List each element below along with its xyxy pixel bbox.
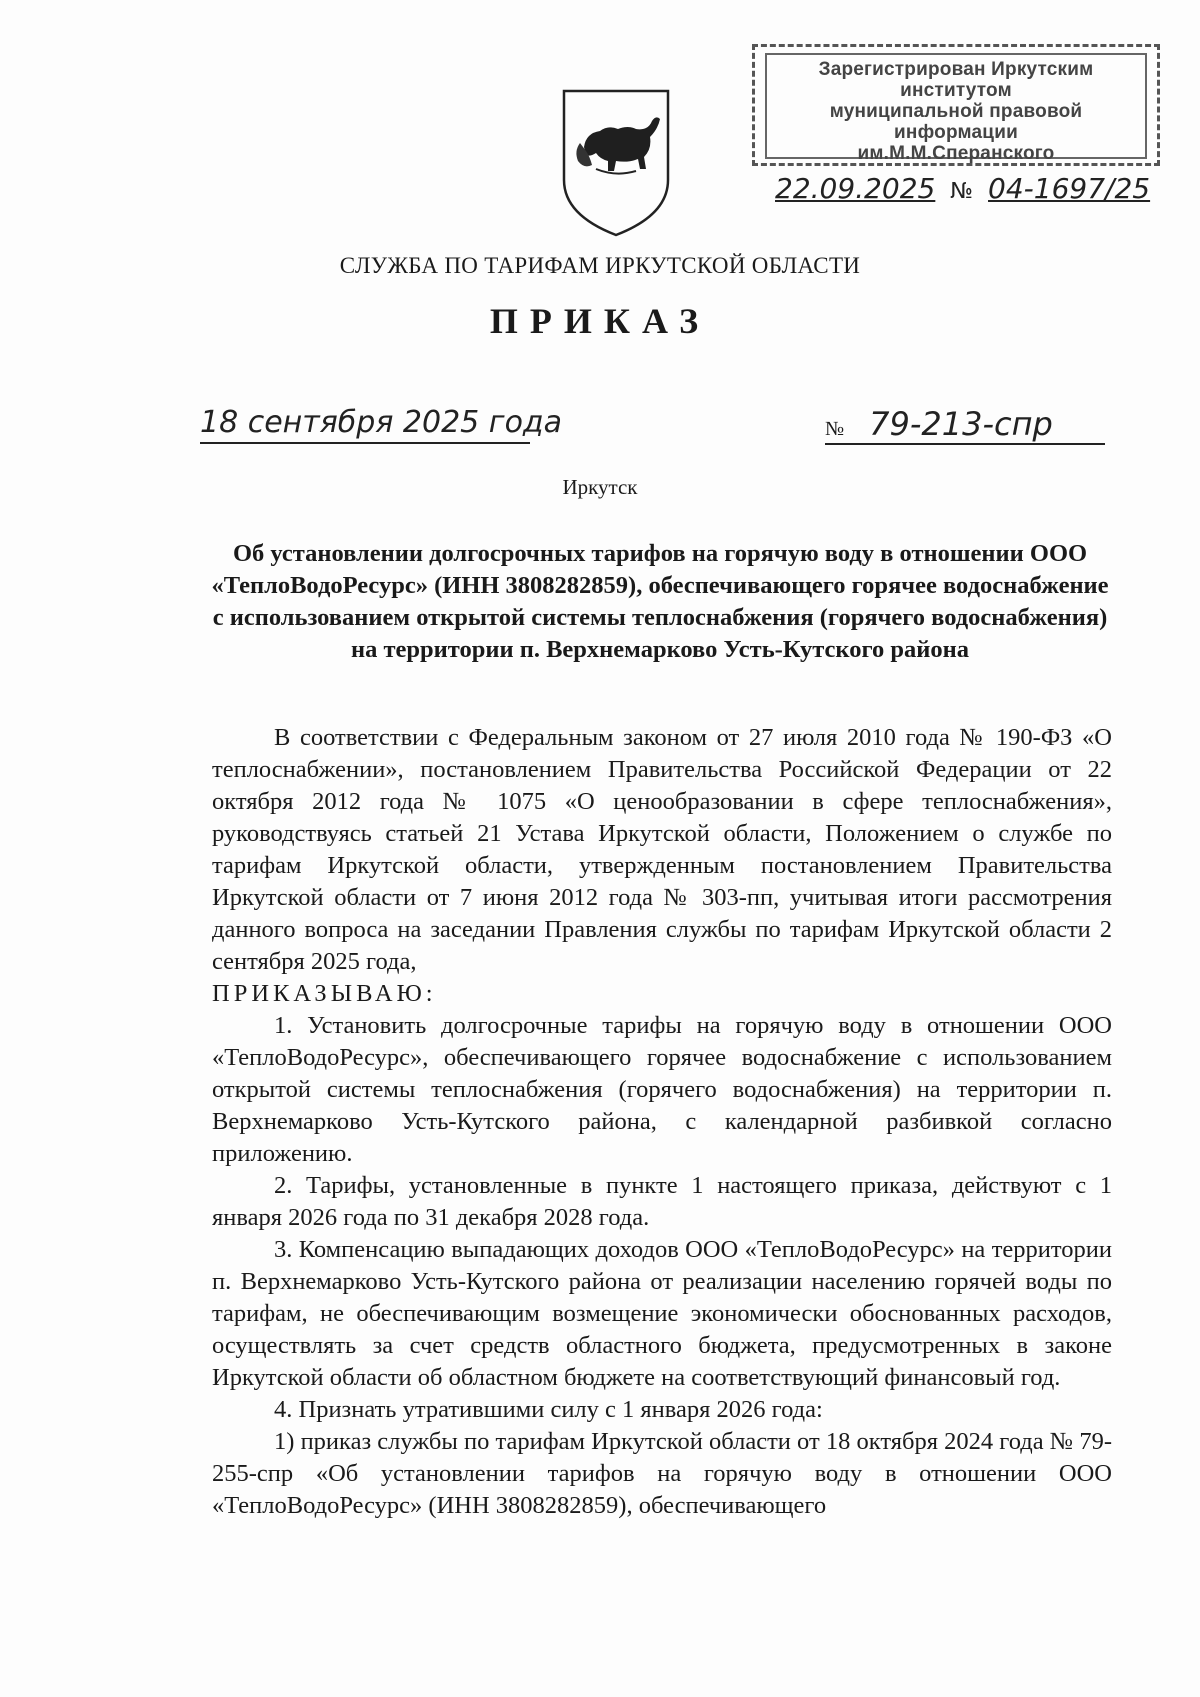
item-4-1: 1) приказ службы по тарифам Иркутской области от 18 октября 2024 года № 79-255-спр «Об установлении тарифов на горячую воду в отношении ООО «ТеплоВодоРесурс» (ИНН 3808282859), обеспечивающего <box>212 1428 1112 1519</box>
registration-stamp <box>752 44 1160 205</box>
stamp-line-2: муниципальной правовой информации <box>829 101 1083 143</box>
agency-name: СЛУЖБА ПО ТАРИФАМ ИРКУТСКОЙ ОБЛАСТИ <box>339 253 861 278</box>
item-1: 1. Установить долгосрочные тарифы на горячую воду в отношении ООО «ТеплоВодоРесурс», обеспечивающего горячее водоснабжение с использованием открытой системы теплоснабжения (горячего водоснабжения) на территории п. Верхнемарково Усть-Кутского района, с календарной разбивкой согласно приложению. <box>212 1012 1112 1167</box>
item-4: 4. Признать утратившими силу с 1 января 2026 года: <box>274 1396 823 1423</box>
stamp-reg-number: 04-1697/25 <box>988 172 1151 205</box>
stamp-line-1: Зарегистрирован Иркутским институтом <box>818 59 1094 101</box>
item-2: 2. Тарифы, установленные в пункте 1 настоящего приказа, действуют с 1 января 2026 года по 31 декабря 2028 года. <box>212 1172 1112 1231</box>
order-word: ПРИКАЗЫВАЮ: <box>212 980 437 1007</box>
stamp-line-3: им.М.М.Сперанского <box>857 143 1055 164</box>
stamp-number-label: № <box>950 179 974 204</box>
stamp-registration <box>775 172 1151 205</box>
irkutsk-coat-of-arms-icon <box>556 85 676 240</box>
city: Иркутск <box>562 475 638 499</box>
order-number <box>825 405 1105 445</box>
document-type: ПРИКАЗ <box>489 301 711 341</box>
document-body <box>212 722 1112 1522</box>
order-date-handwritten: 18 сентября 2025 года <box>200 405 530 444</box>
order-number-handwritten: 79-213-спр <box>869 405 1053 443</box>
order-number-label: № <box>825 418 845 440</box>
preamble: В соответствии с Федеральным законом от 27 июля 2010 года № 190-ФЗ «О теплоснабжении», постановлением Правительства Российской Федерации от 22 октября 2012 года № 1075 «О ценообразовании в сфере теплоснабжения», руководствуясь статьей 21 Устава Иркутской области, Положением о службе по тарифам Иркутской области, утвержденным постановлением Правительства Иркутской области от 7 июня 2012 года № 303-пп, учитывая итоги рассмотрения данного вопроса на заседании Правления службы по тарифам Иркутской области 2 сентября 2025 года, <box>212 724 1112 975</box>
item-3: 3. Компенсацию выпадающих доходов ООО «ТеплоВодоРесурс» на территории п. Верхнемарково Усть-Кутского района от реализации населению горячей воды по тарифам, не обеспечивающим возмещение экономически обоснованных расходов, осуществлять за счет средств областного бюджета, предусмотренных в законе Иркутской области об областном бюджете на соответствующий финансовый год. <box>212 1236 1112 1391</box>
stamp-reg-date: 22.09.2025 <box>775 172 936 205</box>
document-title: Об установлении долгосрочных тарифов на горячую воду в отношении ООО «ТеплоВодоРесурс» (ИНН 3808282859), обеспечивающего горячее водоснабжение с использованием открытой системы теплоснабжения (горячего водоснабжения) на территории п. Верхнемарково Усть-Кутского района <box>211 540 1109 663</box>
